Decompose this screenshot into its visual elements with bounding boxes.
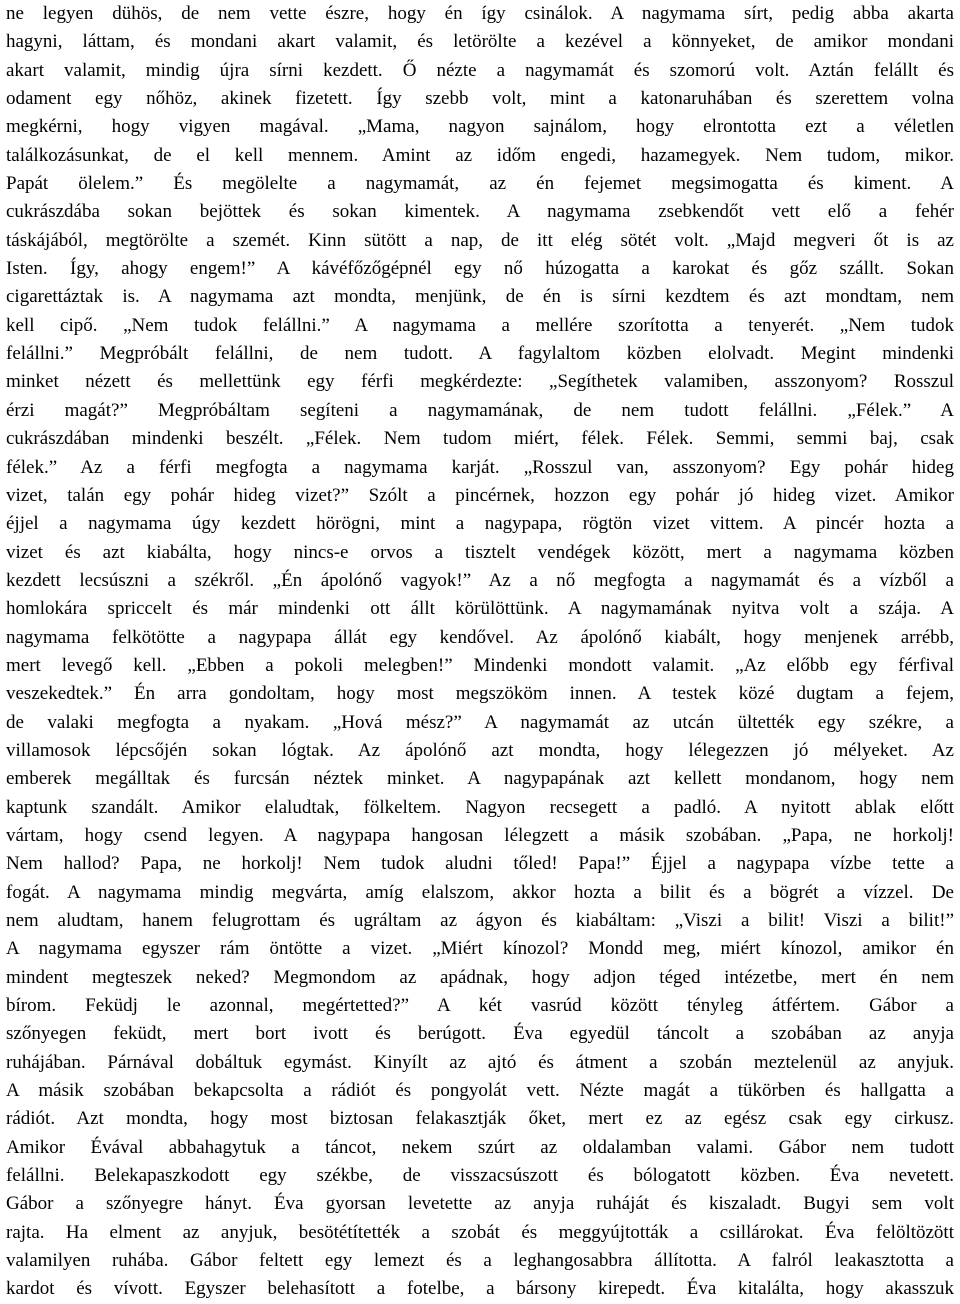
- text-line: veszekedtek.” Én arra gondoltam, hogy most megszököm innen. A testek közé dugtam a fejem,: [6, 683, 954, 705]
- text-line: A nagymama egyszer rám öntötte a vizet. „Miért kínozol? Mondd meg, miért kínozol, amikor én: [6, 938, 954, 960]
- text-line: de valaki megfogta a nyakam. „Hová mész?” A nagymamát az utcán ültették egy székre, a: [6, 711, 954, 733]
- text-line: rajta. Ha elment az anyjuk, besötétítették a szobát és meggyújtották a csillárokat. Éva felöltözött: [6, 1221, 954, 1243]
- text-line: éjjel a nagymama úgy kezdett hörögni, mint a nagypapa, rögtön vizet vittem. A pincér hozta a: [6, 513, 954, 535]
- text-line: Nem hallod? Papa, ne horkolj! Nem tudok aludni tőled! Papa!” Éjjel a nagypapa vízbe tette a: [6, 853, 954, 875]
- text-line: rádiót. Azt mondta, hogy most biztosan felakasztják őket, mert ez az egész csak egy cirkusz.: [6, 1108, 954, 1130]
- text-line: nagymama felkötötte a nagypapa állát egy kendővel. Az ápolónő kiabált, hogy menjenek arrébb,: [6, 626, 954, 648]
- text-line: mindent megteszek neked? Megmondom az apádnak, hogy adjon téged intézetbe, mert én nem: [6, 966, 954, 988]
- text-line: kaptunk szandált. Amikor elaludtak, fölkeltem. Nagyon recsegett a padló. A nyitott ablak előtt: [6, 796, 954, 818]
- text-line: homlokára spriccelt és már mindenki ott állt körülöttünk. A nagymamának nyitva volt a szája. A: [6, 598, 954, 620]
- text-line: Isten. Így, ahogy engem!” A kávéfőzőgépnél egy nő húzogatta a karokat és gőz szállt. Sokan: [6, 258, 954, 280]
- text-line: cigarettáztak is. A nagymama azt mondta, menjünk, de én is sírni kezdtem és azt mondtam, nem: [6, 286, 954, 308]
- text-line: fogát. A nagymama mindig megvárta, amíg elalszom, akkor hozta a bilit és a bögrét a vízzel. De: [6, 881, 954, 903]
- text-line: táskájából, megtörölte a szemét. Kinn sütött a nap, de itt elég sötét volt. „Majd megveri őt is az: [6, 229, 954, 251]
- text-line: Papát ölelem.” És megölelte a nagymamát, az én fejemet megsimogatta és kiment. A: [6, 173, 954, 195]
- text-line: odament egy nőhöz, akinek fizetett. Így szebb volt, mint a katonaruhában és szerettem volna: [6, 88, 954, 110]
- text-line: felállni.” Megpróbált felállni, de nem tudott. A fagylaltom közben elolvadt. Megint mindenki: [6, 343, 954, 365]
- text-line: félek.” Az a férfi megfogta a nagymama karját. „Rosszul van, asszonyom? Egy pohár hideg: [6, 456, 954, 478]
- text-line: villamosok lépcsőjén sokan lógtak. Az ápolónő azt mondta, hogy lélegezzen jó mélyeket. Az: [6, 739, 954, 761]
- text-line: cukrászdában mindenki beszélt. „Félek. Nem tudom miért, félek. Félek. Semmi, semmi baj, csak: [6, 428, 954, 450]
- text-line: vártam, hogy csend legyen. A nagypapa hangosan lélegzett a másik szobában. „Papa, ne horkolj!: [6, 824, 954, 846]
- text-line: mert levegő kell. „Ebben a pokoli melegben!” Mindenki mondott valamit. „Az előbb egy férfival: [6, 654, 954, 676]
- text-line: megkérni, hogy vigyen magával. „Mama, nagyon sajnálom, hogy elrontotta ezt a véletlen: [6, 116, 954, 138]
- text-line: akart valamit, mindig újra sírni kezdett. Ő nézte a nagymamát és szomorú volt. Aztán felállt és: [6, 59, 954, 81]
- text-line: vizet és azt kiabálta, hogy nincs-e orvos a tisztelt vendégek között, mert a nagymama közben: [6, 541, 954, 563]
- text-line: kezdett lecsúszni a székről. „Én ápolónő vagyok!” Az a nő megfogta a nagymamát és a vízből a: [6, 569, 954, 591]
- text-line: Amikor Évával abbahagytuk a táncot, nekem szúrt az oldalamban valami. Gábor nem tudott: [6, 1136, 954, 1158]
- text-line: kardot és vívott. Egyszer belehasított a fotelbe, a bársony kirepedt. Éva kitalálta, hogy akasszuk: [6, 1278, 954, 1300]
- text-line: minket nézett és mellettünk egy férfi megkérdezte: „Segíthetek valamiben, asszonyom? Rosszul: [6, 371, 954, 393]
- text-line: találkozásunkat, de el kell mennem. Amint az időm engedi, hazamegyek. Nem tudom, mikor.: [6, 144, 954, 166]
- text-line: cukrászdába sokan bejöttek és sokan kimentek. A nagymama zsebkendőt vett elő a fehér: [6, 201, 954, 223]
- text-line: kell cipő. „Nem tudok felállni.” A nagymama a mellére szorította a tenyerét. „Nem tudok: [6, 314, 954, 336]
- text-line: emberek megálltak és furcsán néztek minket. A nagypapának azt kellett mondanom, hogy nem: [6, 768, 954, 790]
- text-line: ruhájában. Párnával dobáltuk egymást. Kinyílt az ajtó és átment a szobán meztelenül az anyjuk.: [6, 1051, 954, 1073]
- text-line: szőnyegen feküdt, mert bort ivott és berúgott. Éva egyedül táncolt a szobában az anyja: [6, 1023, 954, 1045]
- document-page: [6, 0, 954, 1304]
- text-line: hagyni, láttam, és mondani akart valamit, és letörölte a kezével a könnyeket, de amikor mondani: [6, 31, 954, 53]
- text-line: A másik szobában bekapcsolta a rádiót és pongyolát vett. Nézte magát a tükörben és hallgatta a: [6, 1080, 954, 1102]
- text-line: valamilyen ruhába. Gábor feltett egy lemezt és a leghangosabbra állította. A falról leakasztotta a: [6, 1250, 954, 1272]
- text-line: vizet, talán egy pohár hideg vizet?” Szólt a pincérnek, hozzon egy pohár jó hideg vizet. Amikor: [6, 484, 954, 506]
- text-line: nem aludtam, hanem felugrottam és ugráltam az ágyon és kiabáltam: „Viszi a bilit! Viszi a bilit!”: [6, 910, 954, 931]
- text-line: felállni. Belekapaszkodott egy székbe, de visszacsúszott és bólogatott közben. Éva nevetett.: [6, 1165, 954, 1187]
- text-line: ne legyen dühös, de nem vette észre, hogy én így csinálok. A nagymama sírt, pedig abba akarta: [6, 3, 954, 24]
- text-line: Gábor a szőnyegre hányt. Éva gyorsan levetette az anyja ruháját és kiszaladt. Bugyi sem volt: [6, 1193, 954, 1215]
- text-line: bírom. Feküdj le azonnal, megértetted?” A két vasrúd között tényleg átfértem. Gábor a: [6, 995, 954, 1017]
- text-line: érzi magát?” Megpróbáltam segíteni a nagymamának, de nem tudott felállni. „Félek.” A: [6, 399, 954, 421]
